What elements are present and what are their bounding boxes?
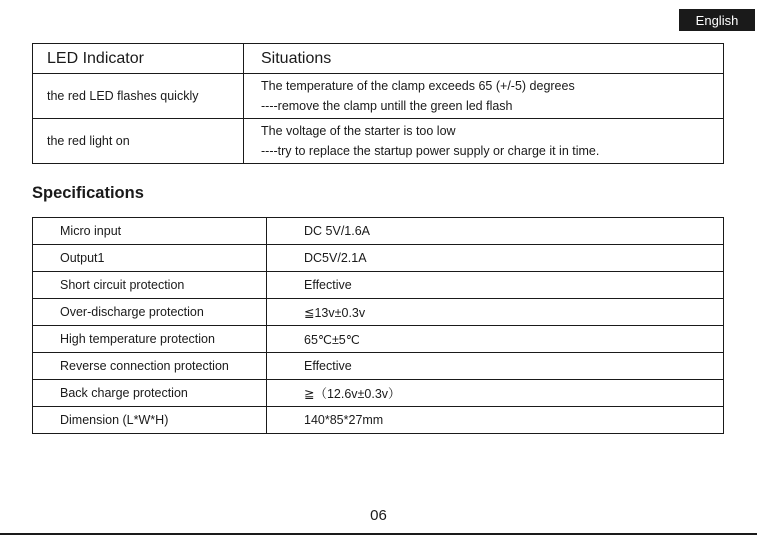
table-row [33, 299, 724, 326]
bottom-rule [0, 533, 757, 535]
language-tab: English [679, 9, 755, 31]
table-row [33, 326, 724, 353]
page-number: 06 [370, 507, 387, 524]
spec-value: ≧（12.6v±0.3v） [267, 380, 724, 407]
led-indicator-header: LED Indicator [33, 44, 244, 74]
table-row [33, 380, 724, 407]
spec-value: Effective [267, 353, 724, 380]
specifications-table [32, 217, 724, 434]
situation-text: The voltage of the starter is too low [261, 124, 456, 138]
spec-label: Dimension (L*W*H) [33, 407, 267, 434]
table-row [33, 407, 724, 434]
spec-label: Back charge protection [33, 380, 267, 407]
led-indicator-cell: the red light on [33, 119, 244, 164]
spec-label: Over-discharge protection [33, 299, 267, 326]
spec-label: Short circuit protection [33, 272, 267, 299]
spec-value: DC5V/2.1A [267, 245, 724, 272]
spec-value: Effective [267, 272, 724, 299]
spec-label: Reverse connection protection [33, 353, 267, 380]
table-row [33, 119, 724, 164]
table-row [33, 353, 724, 380]
table-row [33, 272, 724, 299]
table-row [33, 218, 724, 245]
spec-value: 140*85*27mm [267, 407, 724, 434]
table-row [33, 245, 724, 272]
action-text: ----remove the clamp untill the green led flash [261, 99, 513, 113]
spec-label: Output1 [33, 245, 267, 272]
spec-label: High temperature protection [33, 326, 267, 353]
situation-text: The temperature of the clamp exceeds 65 (+/-5) degrees [261, 79, 575, 93]
led-indicator-table [32, 43, 724, 164]
specifications-title: Specifications [32, 184, 144, 202]
action-text: ----try to replace the startup power supply or charge it in time. [261, 144, 600, 158]
spec-label: Micro input [33, 218, 267, 245]
spec-value: 65℃±5℃ [267, 326, 724, 353]
led-indicator-cell: the red LED flashes quickly [33, 74, 244, 119]
led-table-header-row [33, 44, 724, 74]
table-row [33, 74, 724, 119]
situations-header: Situations [244, 44, 724, 74]
spec-value: DC 5V/1.6A [267, 218, 724, 245]
spec-value: ≦13v±0.3v [267, 299, 724, 326]
situation-cell [244, 74, 724, 119]
situation-cell [244, 119, 724, 164]
